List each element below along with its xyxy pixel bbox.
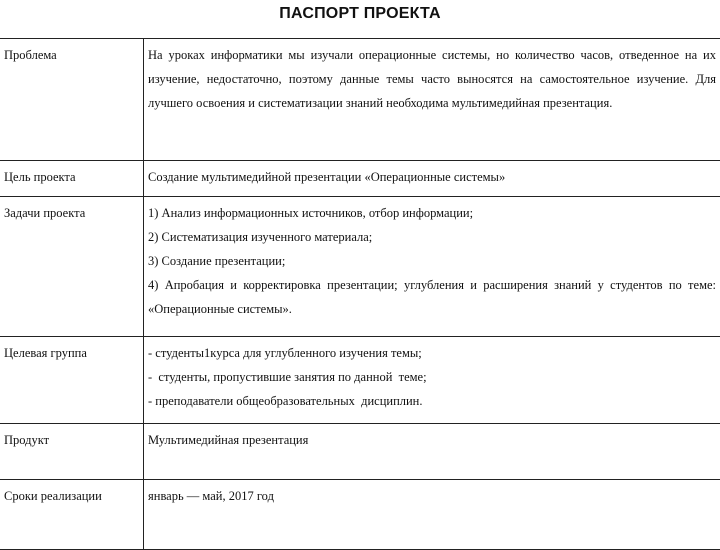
page-title: ПАСПОРТ ПРОЕКТА (0, 5, 720, 23)
row-label-timeline: Сроки реализации (0, 480, 144, 550)
row-value-problem: На уроках информатики мы изучали операционные системы, но количество часов, отведенное на их изучение, недостаточно, поэтому данные темы часто выносятся на самостоятельное изучение. Для лучшего освоения и систематизации знаний необходима мультимедийная презентация. (144, 39, 720, 161)
target-group-item: - студенты, пропустившие занятия по данной теме; (148, 365, 716, 389)
row-value-goal: Создание мультимедийной презентации «Операционные системы» (144, 161, 720, 197)
task-item: 3) Создание презентации; (148, 249, 716, 273)
target-group-item: - студенты1курса для углубленного изучения темы; (148, 341, 716, 365)
row-value-target-group (144, 337, 720, 424)
row-label-problem: Проблема (0, 39, 144, 161)
target-group-item: - преподаватели общеобразовательных дисциплин. (148, 389, 716, 413)
row-value-tasks (144, 197, 720, 337)
row-label-tasks: Задачи проекта (0, 197, 144, 337)
task-item: 4) Апробация и корректировка презентации; углубления и расширения знаний у студентов по теме: «Операционные системы». (148, 273, 716, 321)
row-label-target-group: Целевая группа (0, 337, 144, 424)
row-label-product: Продукт (0, 424, 144, 480)
project-passport-table (0, 38, 720, 550)
table-row (0, 39, 720, 161)
table-row (0, 337, 720, 424)
table-row (0, 197, 720, 337)
row-value-timeline: январь — май, 2017 год (144, 480, 720, 550)
table-row (0, 161, 720, 197)
row-value-product: Мультимедийная презентация (144, 424, 720, 480)
row-label-goal: Цель проекта (0, 161, 144, 197)
task-item: 2) Систематизация изученного материала; (148, 225, 716, 249)
task-item: 1) Анализ информационных источников, отбор информации; (148, 201, 716, 225)
table-row (0, 424, 720, 480)
table-row (0, 480, 720, 550)
